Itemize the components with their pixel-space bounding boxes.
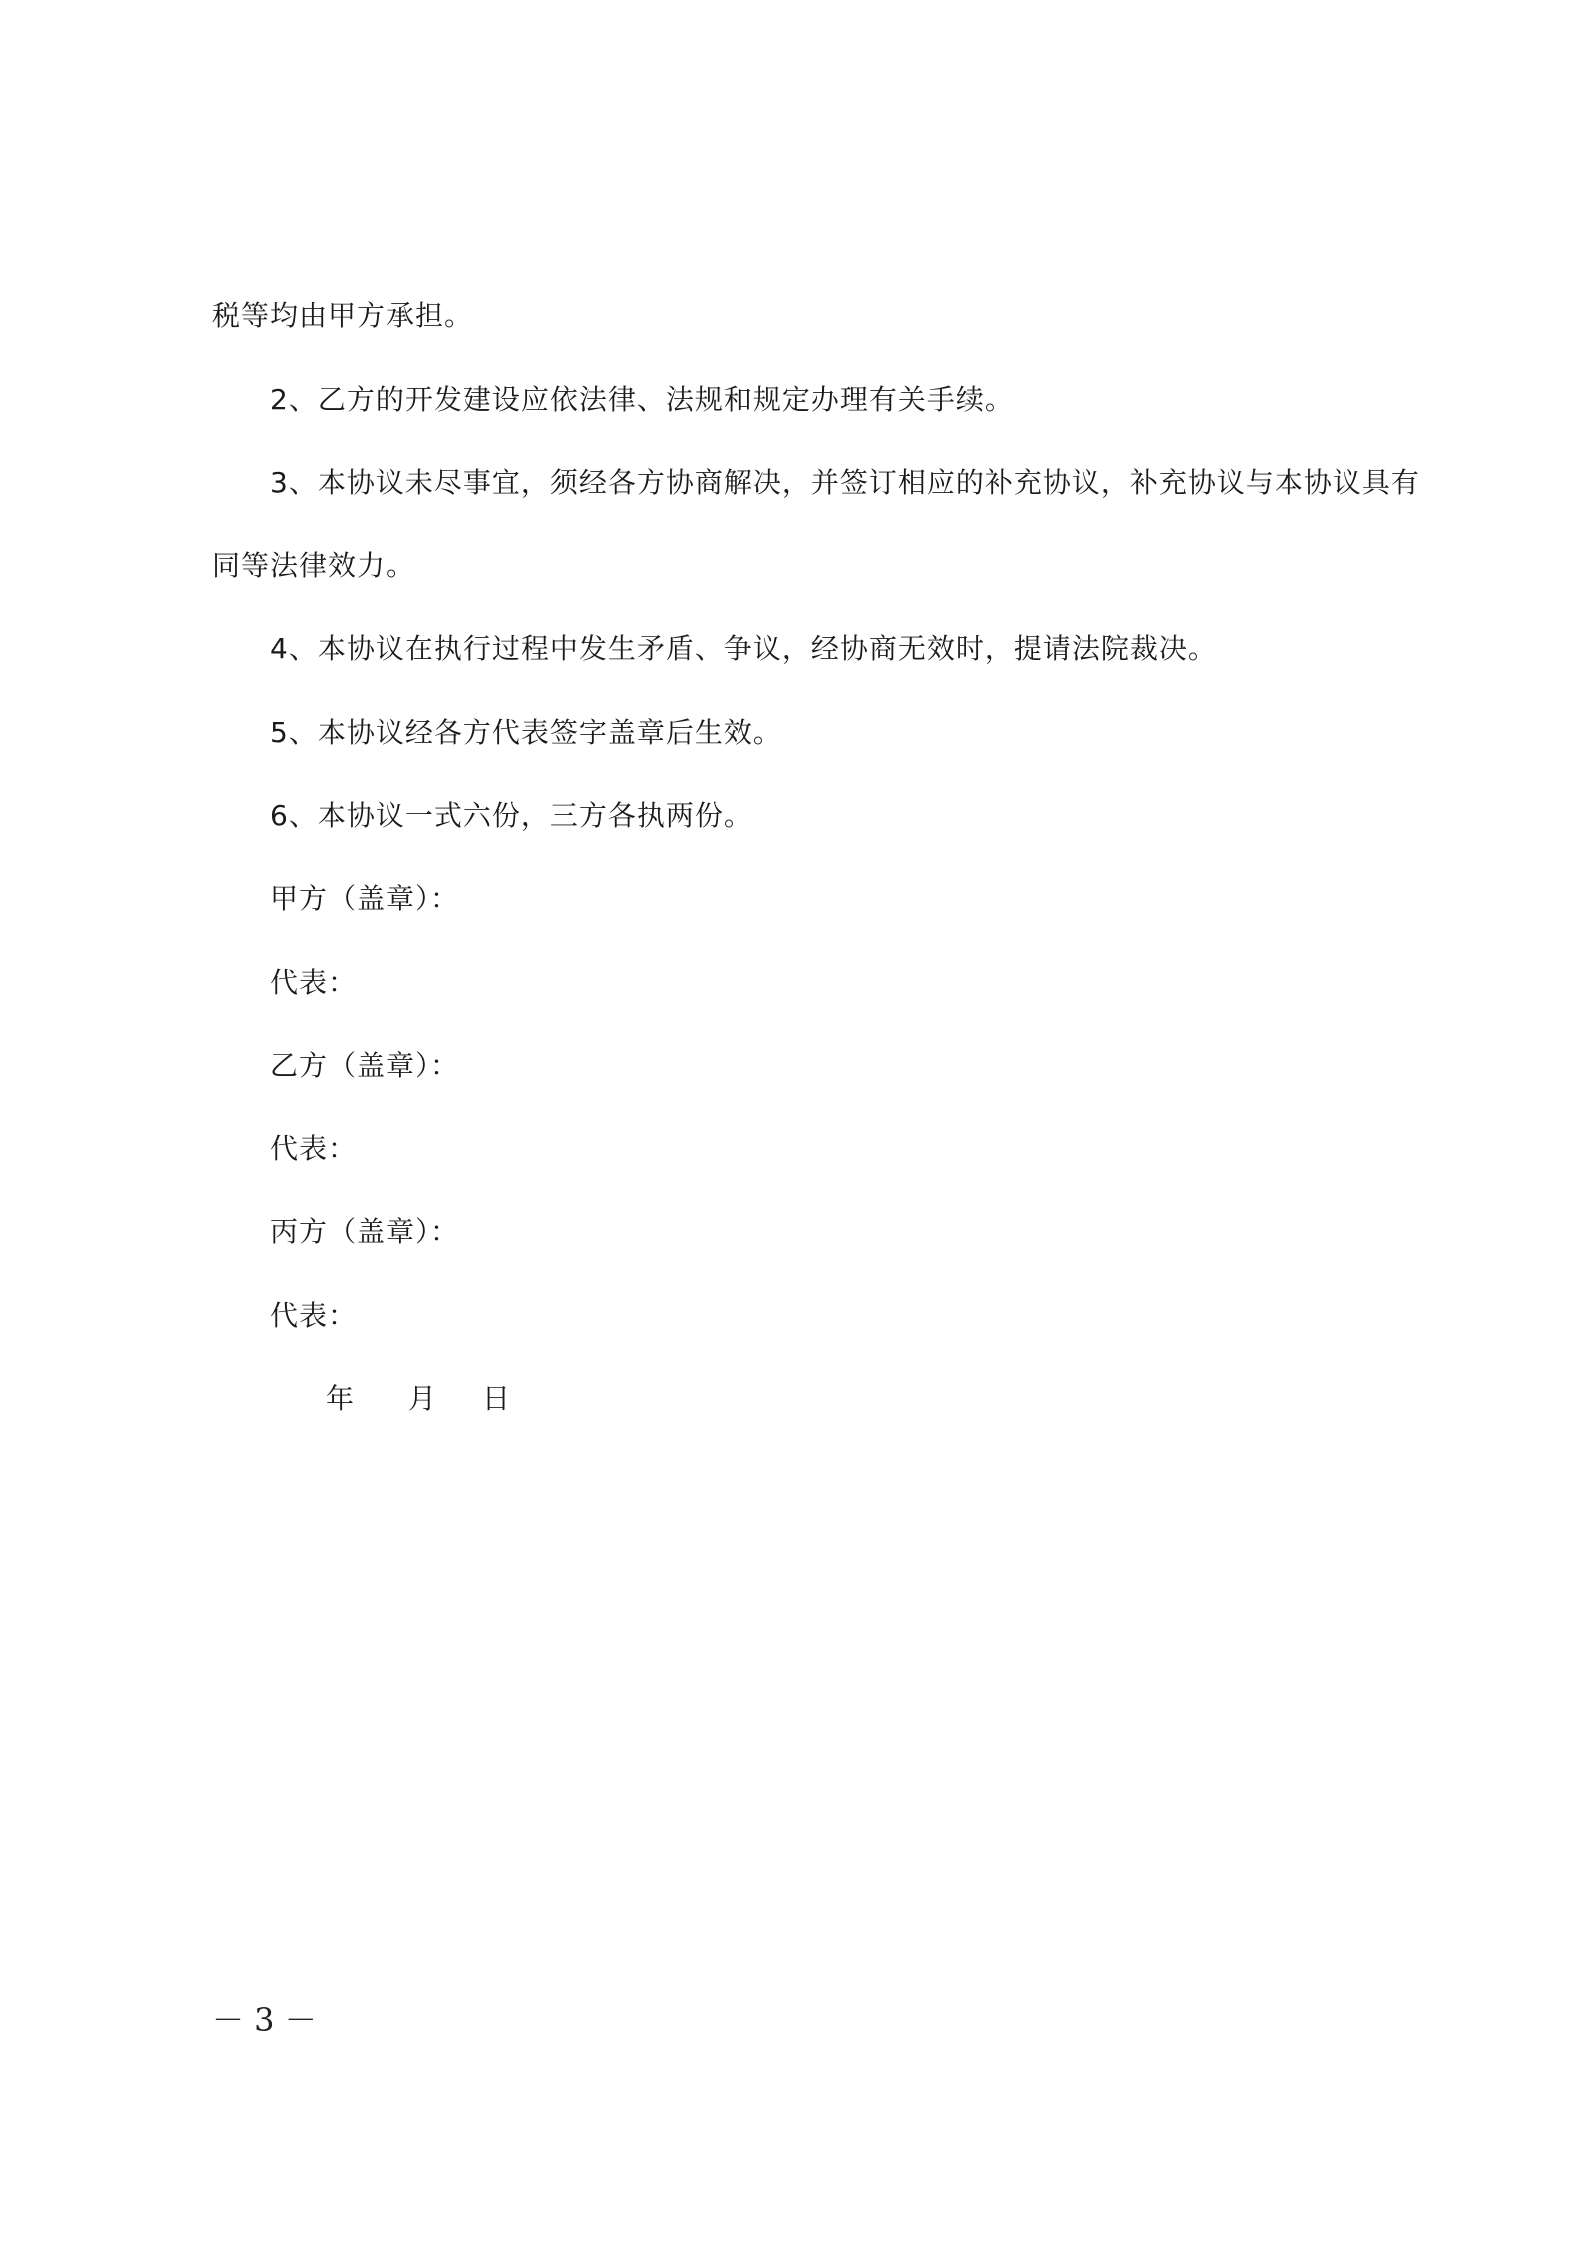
party-b-seal-label: 乙方（盖章）： <box>270 1049 460 1082</box>
clause-3-continuation: 同等法律效力。 <box>212 549 416 582</box>
party-b-representative-label: 代表： <box>270 1132 358 1165</box>
date-year-label: 年 <box>326 1382 356 1415</box>
clause-6: 6、本协议一式六份，三方各执两份。 <box>270 799 753 832</box>
party-c-seal-label: 丙方（盖章）： <box>270 1215 460 1248</box>
page-number: － 3 － <box>212 2001 317 2039</box>
paragraph-continuation: 税等均由甲方承担。 <box>212 299 474 332</box>
date-day-label: 日 <box>482 1382 512 1415</box>
clause-2: 2、乙方的开发建设应依法律、法规和规定办理有关手续。 <box>270 383 1014 416</box>
party-a-representative-label: 代表： <box>270 966 358 999</box>
date-month-label: 月 <box>408 1382 438 1415</box>
signing-date <box>326 1379 511 1419</box>
party-c-representative-label: 代表： <box>270 1299 358 1332</box>
clause-4: 4、本协议在执行过程中发生矛盾、争议，经协商无效时，提请法院裁决。 <box>270 632 1217 665</box>
clause-3: 3、本协议未尽事宜，须经各方协商解决，并签订相应的补充协议，补充协议与本协议具有 <box>270 466 1420 499</box>
clause-5: 5、本协议经各方代表签字盖章后生效。 <box>270 716 782 749</box>
party-a-seal-label: 甲方（盖章）： <box>270 882 460 915</box>
